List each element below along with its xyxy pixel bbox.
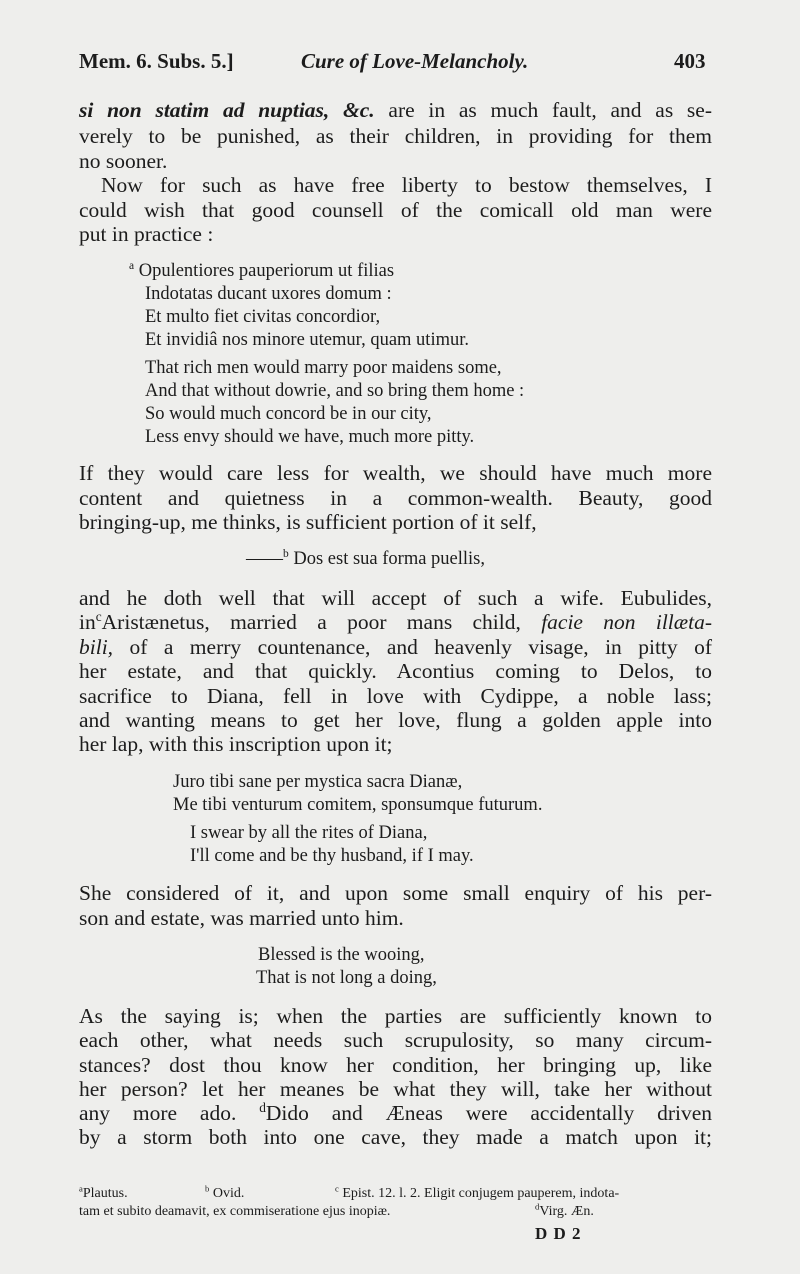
verse1-english-line3: So would much concord be in our city, xyxy=(145,404,432,424)
para6-line1: As the saying is; when the parties are sufficiently known to xyxy=(79,1004,712,1028)
para6-line6: by a storm both into one cave, they made a match upon it; xyxy=(79,1125,712,1149)
verse3-english-line1: I swear by all the rites of Diana, xyxy=(190,823,428,843)
verse1-latin-line3: Et multo fiet civitas concordior, xyxy=(145,307,381,327)
verse4-line2: That is not long a doing, xyxy=(256,968,437,988)
footnote-ref-b: b xyxy=(283,547,289,560)
para4-italic-phrase: facie non illæta- xyxy=(541,610,712,634)
para6-line2: each other, what needs such scrupulosity, so many circum- xyxy=(79,1028,712,1052)
running-head-title: Cure of Love-Melancholy. xyxy=(301,49,529,73)
para4-line1: and he doth well that will accept of such a wife. Eubulides, xyxy=(79,586,712,610)
para4-line6: and wanting means to get her love, flung a golden apple into xyxy=(79,708,712,732)
verse3-latin-line2: Me tibi venturum comitem, sponsumque futurum. xyxy=(173,795,543,815)
verse3-latin-line1: Juro tibi sane per mystica sacra Dianæ, xyxy=(173,772,463,792)
signature-mark: D D 2 xyxy=(535,1224,582,1243)
footnote-d: $^d$Virg. Æn. xyxy=(535,1201,594,1219)
para4-line4: her estate, and that quickly. Acontius coming to Delos, to xyxy=(79,659,712,683)
verse1-english-line1: That rich men would marry poor maidens some, xyxy=(145,358,502,378)
para6-line5: any more ado. $^d$Dido and Æneas were accidentally driven xyxy=(79,1099,713,1125)
footnote-ref-a: a xyxy=(129,259,135,272)
verse1-english-line2: And that without dowrie, and so bring them home : xyxy=(145,381,525,401)
verse3-english-line2: I'll come and be thy husband, if I may. xyxy=(190,846,474,866)
para2-line2: could wish that good counsell of the comicall old man were xyxy=(79,198,712,222)
para4-line7: her lap, with this inscription upon it; xyxy=(79,732,393,756)
para1-line1-rest: are in as much fault, and as se- xyxy=(388,98,712,122)
para4-line5: sacrifice to Diana, fell in love with Cydippe, a noble lass; xyxy=(79,684,712,708)
para1-line2: verely to be punished, as their children, in providing for them xyxy=(79,124,712,148)
verse1-latin-line4: Et invidiâ nos minore utemur, quam utimur. xyxy=(145,330,469,350)
footnote-c-continued: tam et subito deamavit, ex commiseratione ejus inopiæ. xyxy=(79,1204,391,1219)
footnote-ref-c: c xyxy=(95,608,102,624)
para2-line1: Now for such as have free liberty to bestow themselves, I xyxy=(101,173,712,197)
para4-line2: $in^cAristænetus$, married a poor mans child, facie non illæta- xyxy=(79,608,712,634)
para3-line3: bringing-up, me thinks, is sufficient portion of it self, xyxy=(79,510,537,534)
para1-line1 xyxy=(79,100,712,122)
verse1-latin-line2: Indotatas ducant uxores domum : xyxy=(145,284,392,304)
para4-line3: bili, of a merry countenance, and heavenly visage, in pitty of xyxy=(79,635,712,659)
para1-italic-phrase: si non statim ad nuptias, &c. xyxy=(79,98,375,122)
para3-line1: If they would care less for wealth, we should have much more xyxy=(79,461,712,485)
footnote-a: $^a$Plautus. xyxy=(79,1183,128,1201)
para2-line3: put in practice : xyxy=(79,222,214,246)
running-head-section: Mem. 6. Subs. 5.] xyxy=(79,49,234,73)
footnote-c: $^c$ Epist. 12. l. 2. Eligit conjugem pauperem, indota- xyxy=(335,1183,620,1201)
verse1-english-line4: Less envy should we have, much more pitty. xyxy=(145,427,475,447)
para6-line3: stances? dost thou know her condition, her bringing up, like xyxy=(79,1053,712,1077)
page-number: 403 xyxy=(674,49,706,73)
para6-line4: her person? let her meanes be what they will, take her without xyxy=(79,1077,712,1101)
para1-line3: no sooner. xyxy=(79,149,168,173)
verse2-line: ——$^b$ Dos est sua forma puellis, xyxy=(246,547,486,569)
verse4-line1: Blessed is the wooing, xyxy=(258,945,425,965)
footnote-b: $^b$ Ovid. xyxy=(205,1183,245,1201)
para5-line2: son and estate, was married unto him. xyxy=(79,906,404,930)
para5-line1: She considered of it, and upon some small enquiry of his per- xyxy=(79,881,712,905)
footnote-ref-d: d xyxy=(259,1099,266,1115)
verse1-latin-line1: $^a$ Opulentiores pauperiorum ut filias xyxy=(129,259,395,281)
para3-line2: content and quietness in a common-wealth. Beauty, good xyxy=(79,486,712,510)
